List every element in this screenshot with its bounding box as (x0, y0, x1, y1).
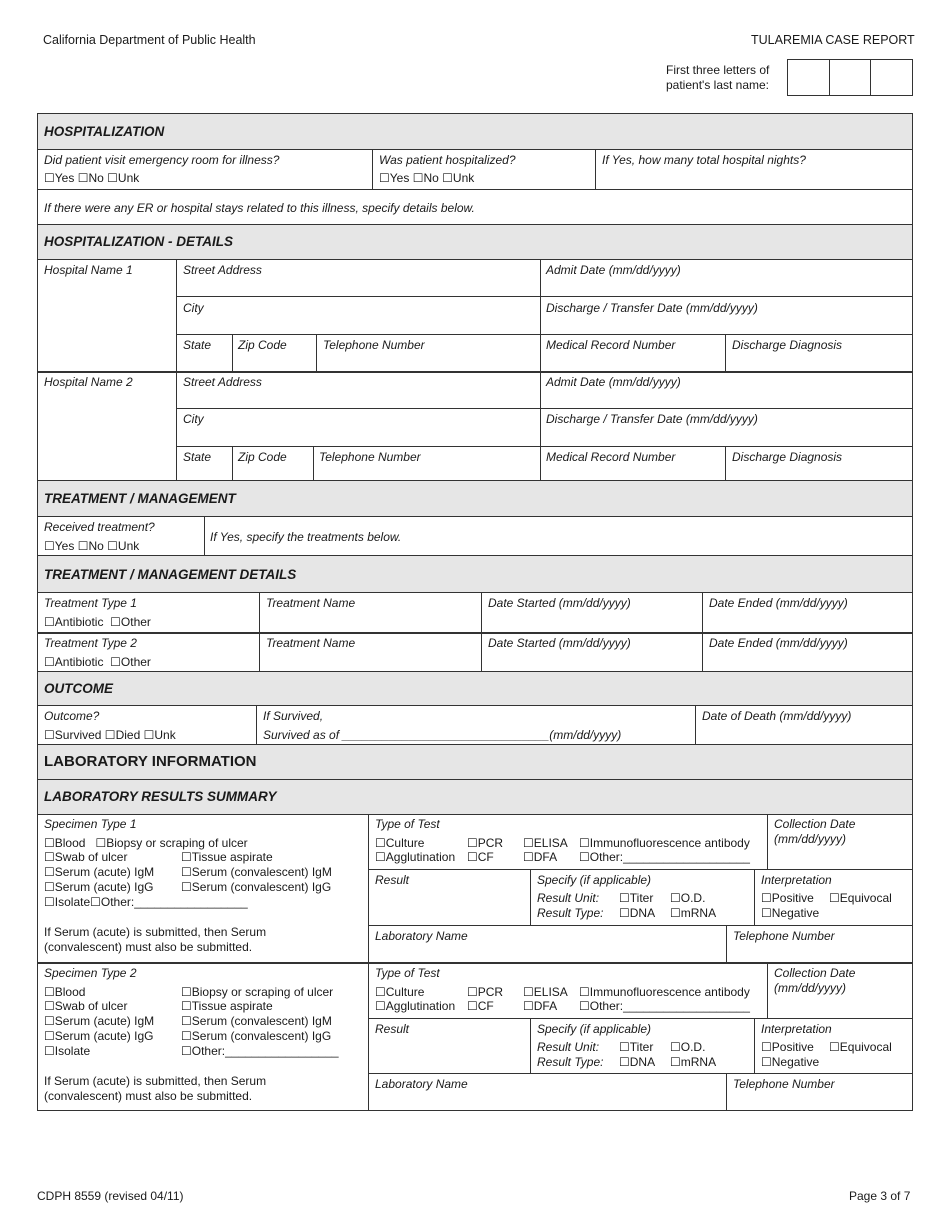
page-number: Page 3 of 7 (849, 1189, 911, 1203)
test-other-1-checkbox[interactable] (579, 850, 590, 864)
dfa-1-checkbox[interactable] (523, 850, 534, 864)
cf-2-checkbox[interactable] (467, 999, 478, 1013)
phone-1[interactable]: Telephone Number (323, 338, 425, 352)
hosp-note: If there were any ER or hospital stays related to this illness, specify details below. (44, 201, 475, 215)
positive-1-checkbox[interactable] (761, 891, 772, 905)
agglutination-2-checkbox[interactable] (375, 999, 386, 1013)
interpretation-2-label: Interpretation (761, 1022, 832, 1036)
initial-box-3[interactable] (870, 59, 913, 96)
culture-1-checkbox[interactable] (375, 836, 386, 850)
specimen-other-1-checkbox[interactable] (90, 895, 101, 909)
hosp-question: Was patient hospitalized? (379, 153, 516, 167)
biopsy-2-checkbox[interactable] (181, 985, 192, 999)
initial-box-1[interactable] (787, 59, 830, 96)
treatment-title: TREATMENT / MANAGEMENT (44, 491, 236, 506)
er-no-checkbox[interactable] (78, 171, 89, 185)
treatment-type-2: Treatment Type 2 (44, 636, 137, 650)
serum-conv-igm-2-checkbox[interactable] (181, 1014, 192, 1028)
collection-date-2[interactable]: Collection Date (774, 966, 856, 980)
received-treatment-question: Received treatment? (44, 520, 155, 534)
admit-date-2[interactable]: Admit Date (mm/dd/yyyy) (546, 375, 681, 389)
dfa-2-checkbox[interactable] (523, 999, 534, 1013)
tissue-2-checkbox[interactable] (181, 999, 192, 1013)
mrn-2[interactable]: Medical Record Number (546, 450, 676, 464)
lab-summary-title: LABORATORY RESULTS SUMMARY (44, 789, 277, 804)
isolate-2-checkbox[interactable] (44, 1044, 55, 1058)
nights-question[interactable]: If Yes, how many total hospital nights? (602, 153, 806, 167)
treatment-yes-checkbox[interactable] (44, 539, 55, 553)
date-ended-2[interactable]: Date Ended (mm/dd/yyyy) (709, 636, 848, 650)
section-band (38, 114, 912, 149)
hosp-details-title: HOSPITALIZATION - DETAILS (44, 234, 233, 249)
serum-conv-igg-2-checkbox[interactable] (181, 1029, 192, 1043)
er-yes-checkbox[interactable] (44, 171, 55, 185)
elisa-1-checkbox[interactable] (523, 836, 534, 850)
specimen-type-1-label: Specimen Type 1 (44, 817, 137, 831)
result-unit-2-label: Result Unit: (537, 1040, 600, 1054)
hospital-name-2[interactable]: Hospital Name 2 (44, 375, 133, 389)
lab-name-1-field[interactable]: Laboratory Name (375, 929, 468, 943)
form-id: CDPH 8559 (revised 04/11) (37, 1189, 184, 1203)
agglutination-1-checkbox[interactable] (375, 850, 386, 864)
hosp-no-checkbox[interactable] (413, 171, 424, 185)
ifa-1-checkbox[interactable] (579, 836, 590, 850)
cf-1-checkbox[interactable] (467, 850, 478, 864)
pcr-2-checkbox[interactable] (467, 985, 478, 999)
serum-note-2b: (convalescent) must also be submitted. (44, 1089, 253, 1103)
discharge-diagnosis-2[interactable]: Discharge Diagnosis (732, 450, 843, 464)
od-2-checkbox[interactable] (670, 1040, 681, 1054)
discharge-date-1[interactable]: Discharge / Transfer Date (mm/dd/yyyy) (546, 301, 758, 315)
dna-1-checkbox[interactable] (619, 906, 630, 920)
street-address-1[interactable]: Street Address (183, 263, 262, 277)
serum-note-1b: (convalescent) must also be submitted. (44, 940, 253, 954)
blood-2-checkbox[interactable] (44, 985, 55, 999)
zip-2[interactable]: Zip Code (238, 450, 287, 464)
treatment-other-1-checkbox[interactable] (110, 615, 121, 629)
treatment-name-2[interactable]: Treatment Name (266, 636, 356, 650)
serum-acute-igm-1-checkbox[interactable] (44, 865, 55, 879)
section-band (38, 672, 912, 705)
ifa-2-checkbox[interactable] (579, 985, 590, 999)
result-2-field[interactable]: Result (375, 1022, 410, 1036)
survived-checkbox[interactable] (44, 728, 55, 742)
city-1[interactable]: City (183, 301, 204, 315)
initials-label: First three letters of (666, 63, 770, 77)
collection-date-2-format: (mm/dd/yyyy) (774, 981, 846, 995)
outcome-question: Outcome? (44, 709, 100, 723)
discharge-diagnosis-1[interactable]: Discharge Diagnosis (732, 338, 843, 352)
street-address-2[interactable]: Street Address (183, 375, 262, 389)
result-type-1-label: Result Type: (537, 906, 604, 920)
specify-1-label: Specify (if applicable) (537, 873, 652, 887)
dna-2-checkbox[interactable] (619, 1055, 630, 1069)
state-1[interactable]: State (183, 338, 212, 352)
positive-2-checkbox[interactable] (761, 1040, 772, 1054)
result-unit-1-label: Result Unit: (537, 891, 600, 905)
report-title: TULAREMIA CASE REPORT (751, 33, 915, 47)
initial-box-2[interactable] (829, 59, 871, 96)
agency-name: California Department of Public Health (43, 33, 256, 47)
admit-date-1[interactable]: Admit Date (mm/dd/yyyy) (546, 263, 681, 277)
collection-date-1-format: (mm/dd/yyyy) (774, 832, 846, 846)
serum-conv-igm-1-checkbox[interactable] (181, 865, 192, 879)
collection-date-1[interactable]: Collection Date (774, 817, 856, 831)
serum-note-1: If Serum (acute) is submitted, then Serum (44, 925, 267, 939)
biopsy-1-checkbox[interactable] (95, 836, 106, 850)
type-of-test-2-label: Type of Test (375, 966, 440, 980)
discharge-date-2[interactable]: Discharge / Transfer Date (mm/dd/yyyy) (546, 412, 758, 426)
mrn-1[interactable]: Medical Record Number (546, 338, 676, 352)
negative-2-checkbox[interactable] (761, 1055, 772, 1069)
isolate-1-checkbox[interactable] (44, 895, 55, 909)
date-started-1[interactable]: Date Started (mm/dd/yyyy) (488, 596, 631, 610)
hosp-yes-checkbox[interactable] (379, 171, 390, 185)
serum-acute-igg-2-checkbox[interactable] (44, 1029, 55, 1043)
initials-label-2: patient's last name: (666, 78, 770, 92)
serum-acute-igm-2-checkbox[interactable] (44, 1014, 55, 1028)
hosp-unk-checkbox[interactable] (442, 171, 453, 185)
date-started-2[interactable]: Date Started (mm/dd/yyyy) (488, 636, 631, 650)
treatment-details-title: TREATMENT / MANAGEMENT DETAILS (44, 567, 297, 582)
hospitalization-title: HOSPITALIZATION (44, 124, 165, 139)
titer-2-checkbox[interactable] (619, 1040, 630, 1054)
survived-as-of-field[interactable]: Survived as of _______________________________(mm/dd/yyyy) (263, 728, 622, 742)
titer-1-checkbox[interactable] (619, 891, 630, 905)
date-ended-1[interactable]: Date Ended (mm/dd/yyyy) (709, 596, 848, 610)
specimen-type-2-label: Specimen Type 2 (44, 966, 137, 980)
equivocal-2-checkbox[interactable] (829, 1040, 840, 1054)
outcome-unk-checkbox[interactable] (144, 728, 155, 742)
negative-1-checkbox[interactable] (761, 906, 772, 920)
interpretation-1-label: Interpretation (761, 873, 832, 887)
hospital-name-1[interactable]: Hospital Name 1 (44, 263, 133, 277)
city-2[interactable]: City (183, 412, 204, 426)
swab-2-checkbox[interactable] (44, 999, 55, 1013)
date-of-death-field[interactable]: Date of Death (mm/dd/yyyy) (702, 709, 852, 723)
mrna-2-checkbox[interactable] (670, 1055, 681, 1069)
lab-phone-1-field[interactable]: Telephone Number (733, 929, 835, 943)
if-survived-label: If Survived, (263, 709, 324, 723)
phone-2[interactable]: Telephone Number (319, 450, 421, 464)
equivocal-1-checkbox[interactable] (829, 891, 840, 905)
od-1-checkbox[interactable] (670, 891, 681, 905)
elisa-2-checkbox[interactable] (523, 985, 534, 999)
blood-1-checkbox[interactable] (44, 836, 55, 850)
died-checkbox[interactable] (105, 728, 116, 742)
lab-name-2-field[interactable]: Laboratory Name (375, 1077, 468, 1091)
serum-conv-igg-1-checkbox[interactable] (181, 880, 192, 894)
er-unk-checkbox[interactable] (107, 171, 118, 185)
treatment-specify-note: If Yes, specify the treatments below. (210, 530, 402, 544)
antibiotic-2-checkbox[interactable] (44, 655, 55, 669)
result-1-field[interactable]: Result (375, 873, 410, 887)
antibiotic-1-checkbox[interactable] (44, 615, 55, 629)
serum-acute-igg-1-checkbox[interactable] (44, 880, 55, 894)
treatment-no-checkbox[interactable] (78, 539, 89, 553)
serum-note-2: If Serum (acute) is submitted, then Serum (44, 1074, 267, 1088)
zip-1[interactable]: Zip Code (238, 338, 287, 352)
er-question: Did patient visit emergency room for illness? (44, 153, 280, 167)
specimen-other-2-checkbox[interactable] (181, 1044, 192, 1058)
lab-phone-2-field[interactable]: Telephone Number (733, 1077, 835, 1091)
swab-1-checkbox[interactable] (44, 850, 55, 864)
culture-2-checkbox[interactable] (375, 985, 386, 999)
treatment-other-2-checkbox[interactable] (110, 655, 121, 669)
treatment-name-1[interactable]: Treatment Name (266, 596, 356, 610)
result-type-2-label: Result Type: (537, 1055, 604, 1069)
state-2[interactable]: State (183, 450, 212, 464)
specify-2-label: Specify (if applicable) (537, 1022, 652, 1036)
type-of-test-1-label: Type of Test (375, 817, 440, 831)
lab-info-title: LABORATORY INFORMATION (44, 753, 257, 770)
tissue-1-checkbox[interactable] (181, 850, 192, 864)
outcome-title: OUTCOME (44, 681, 113, 696)
pcr-1-checkbox[interactable] (467, 836, 478, 850)
mrna-1-checkbox[interactable] (670, 906, 681, 920)
treatment-unk-checkbox[interactable] (107, 539, 118, 553)
treatment-type-1: Treatment Type 1 (44, 596, 137, 610)
test-other-2-checkbox[interactable] (579, 999, 590, 1013)
